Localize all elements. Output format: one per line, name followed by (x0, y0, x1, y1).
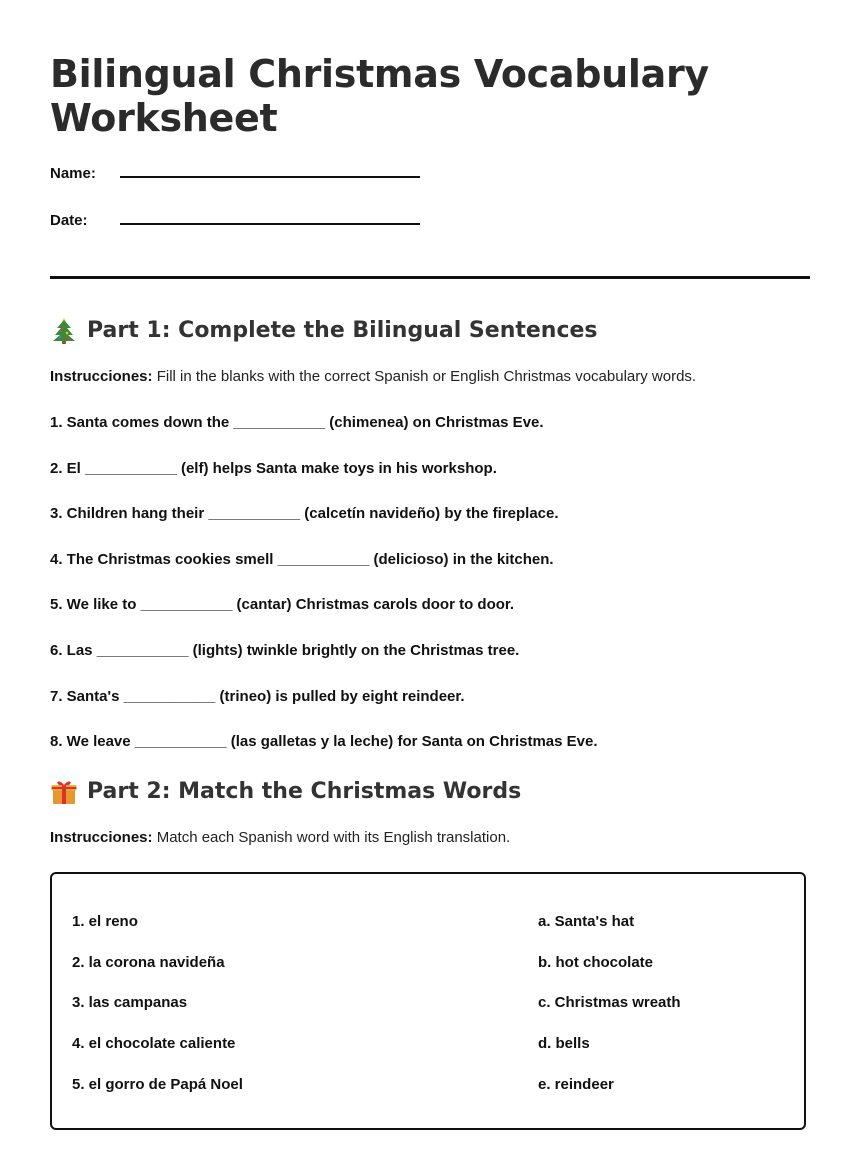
name-label: Name: (50, 165, 96, 182)
spanish-words-column (72, 912, 243, 1115)
name-blank-line[interactable] (120, 176, 420, 178)
page-title: Bilingual Christmas Vocabulary Worksheet (50, 52, 709, 140)
english-word-d: d. bells (538, 1034, 590, 1052)
gift-icon (50, 778, 78, 806)
christmas-tree-icon (50, 317, 78, 345)
part1-instructions-text: Fill in the blanks with the correct Spanish or English Christmas vocabulary words. (152, 368, 697, 385)
sentence-4: 4. The Christmas cookies smell ___________ (delicioso) in the kitchen. (50, 550, 554, 568)
part2-title: Part 2: Match the Christmas Words (87, 779, 522, 805)
sentence-7: 7. Santa's ___________ (trineo) is pulled by eight reindeer. (50, 687, 465, 705)
english-word-a: a. Santa's hat (538, 913, 635, 931)
spanish-word-4: 4. el chocolate caliente (72, 1034, 236, 1052)
worksheet-page (50, 0, 810, 1130)
name-field-row (50, 164, 810, 211)
part1-heading (50, 317, 810, 345)
english-word-b: b. hot chocolate (538, 953, 654, 971)
part1-instructions-label: Instrucciones: (50, 368, 153, 385)
spanish-word-5: 5. el gorro de Papá Noel (72, 1075, 243, 1093)
part2-instructions-label: Instrucciones: (50, 829, 153, 847)
part1-instructions (50, 367, 810, 387)
date-field-row (50, 211, 810, 258)
english-word-c: c. Christmas wreath (538, 994, 681, 1012)
matching-box (50, 872, 806, 1130)
part1-title: Part 1: Complete the Bilingual Sentences (87, 318, 598, 343)
sentence-3: 3. Children hang their ___________ (calcetín navideño) by the fireplace. (50, 505, 559, 523)
sentence-5: 5. We like to ___________ (cantar) Christmas carols door to door. (50, 596, 515, 614)
sentence-1: 1. Santa comes down the ___________ (chimenea) on Christmas Eve. (50, 414, 544, 431)
date-label: Date: (50, 212, 88, 229)
part2-heading (50, 778, 810, 806)
english-word-e: e. reindeer (538, 1075, 614, 1093)
spanish-word-2: 2. la corona navideña (72, 953, 225, 971)
spanish-word-1: 1. el reno (72, 913, 138, 931)
part2-instructions (50, 828, 810, 848)
sentence-2: 2. El ___________ (elf) helps Santa make toys in his workshop. (50, 459, 497, 477)
english-words-column (538, 912, 681, 1115)
date-blank-line[interactable] (120, 223, 420, 225)
sentence-6: 6. Las ___________ (lights) twinkle brightly on the Christmas tree. (50, 641, 520, 659)
header-divider (50, 276, 810, 279)
sentence-8: 8. We leave ___________ (las galletas y la leche) for Santa on Christmas Eve. (50, 733, 598, 751)
spanish-word-3: 3. las campanas (72, 994, 188, 1012)
part2-instructions-text: Match each Spanish word with its English translation. (152, 829, 511, 847)
